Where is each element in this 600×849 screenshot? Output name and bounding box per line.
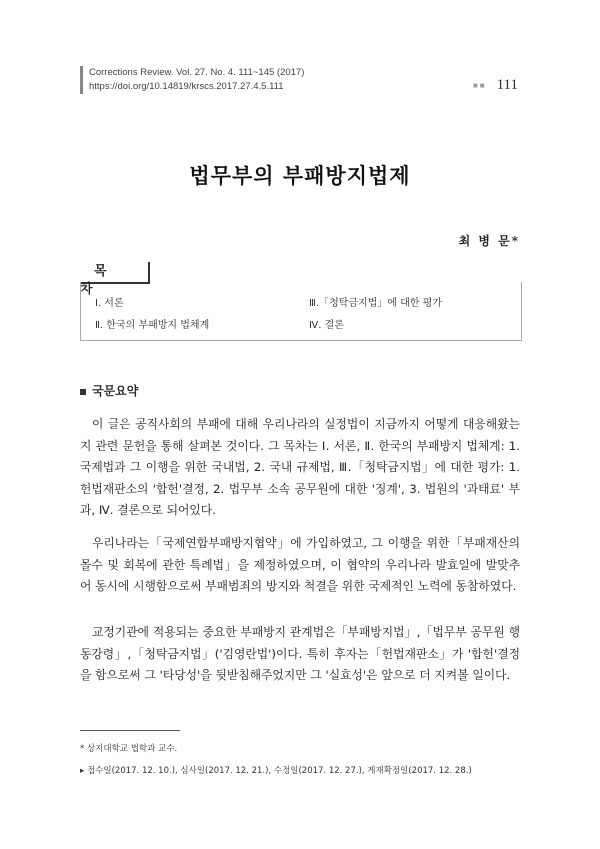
author-name: 최 병 문*: [458, 234, 520, 248]
submission-dates-footnote: ▸ 접수일(2017. 12. 10.), 심사일(2017. 12. 21.), 수정일(2017. 12. 27.), 게재확정일(2017. 12. 28.): [80, 766, 472, 776]
abstract-heading: [80, 382, 138, 399]
toc-tab-divider: [148, 262, 150, 284]
page-number: 111: [496, 77, 518, 93]
abstract-heading-text: 국문요약: [92, 384, 139, 398]
author-affiliation-footnote: * 상지대학교 법학과 교수.: [80, 744, 178, 754]
square-bullet-icon: [80, 389, 86, 395]
doi-link[interactable]: https://doi.org/10.14819/krscs.2017.27.4.5.111: [89, 81, 284, 92]
citation-line-1: Corrections Review. Vol. 27. No. 4. 111~145 (2017): [89, 67, 305, 78]
page-number-block: [473, 77, 518, 94]
table-of-contents: [80, 282, 522, 341]
journal-citation-header: [80, 66, 304, 94]
abstract-paragraph: 이 글은 공직사회의 부패에 대해 우리나라의 실정법이 지금까지 어떻게 대응해왔는지 관련 문헌을 통해 살펴본 것이다. 그 목차는 Ⅰ. 서론, Ⅱ. 한국의 부패방지 법체계: 1. 국제법과 그 이행을 위한 국내법, 2. 국내 규제법, Ⅲ.「청탁금지법」에 대한 평가: 1. 헌법재판소의 '합헌'결정, 2. 법무부 소속 공무원에 대한 '징계', 3. 법원의 '과태료' 부과, Ⅳ. 결론으로 되어있다.: [80, 417, 520, 517]
abstract-paragraph: 우리나라는「국제연합부패방지협약」에 가입하였고, 그 이행을 위한「부패재산의 몰수 및 회복에 관한 특례법」을 제정하였으며, 이 협약의 우리나라 발효일에 발맞추어 동시에 시행함으로써 부패범죄의 방지와 척결을 위한 국제적인 노력에 동참하였다.: [80, 536, 520, 593]
toc-heading: 목 차: [80, 262, 148, 284]
abstract-paragraph: 교정기관에 적용되는 중요한 부패방지 관계법은「부패방지법」,「법무부 공무원 행동강령」,「청탁금지법」('김영란법')이다. 특히 후자는「헌법재판소」가 '합헌'결정을 함으로써 그 '타당성'을 뒷받침해주었지만 그 '실효성'은 앞으로 더 지켜볼 일이다.: [80, 625, 520, 682]
toc-item[interactable]: Ⅳ. 결론: [309, 320, 344, 331]
footnote-divider: [80, 730, 180, 731]
article-title: 법무부의 부패방지법제: [189, 163, 411, 188]
toc-item[interactable]: Ⅰ. 서론: [95, 298, 124, 309]
page-marker-icon: ■ ■: [472, 81, 485, 91]
toc-item[interactable]: Ⅲ.「청탁금지법」에 대한 평가: [309, 298, 443, 309]
toc-item[interactable]: Ⅱ. 한국의 부패방지 법체계: [95, 320, 210, 331]
